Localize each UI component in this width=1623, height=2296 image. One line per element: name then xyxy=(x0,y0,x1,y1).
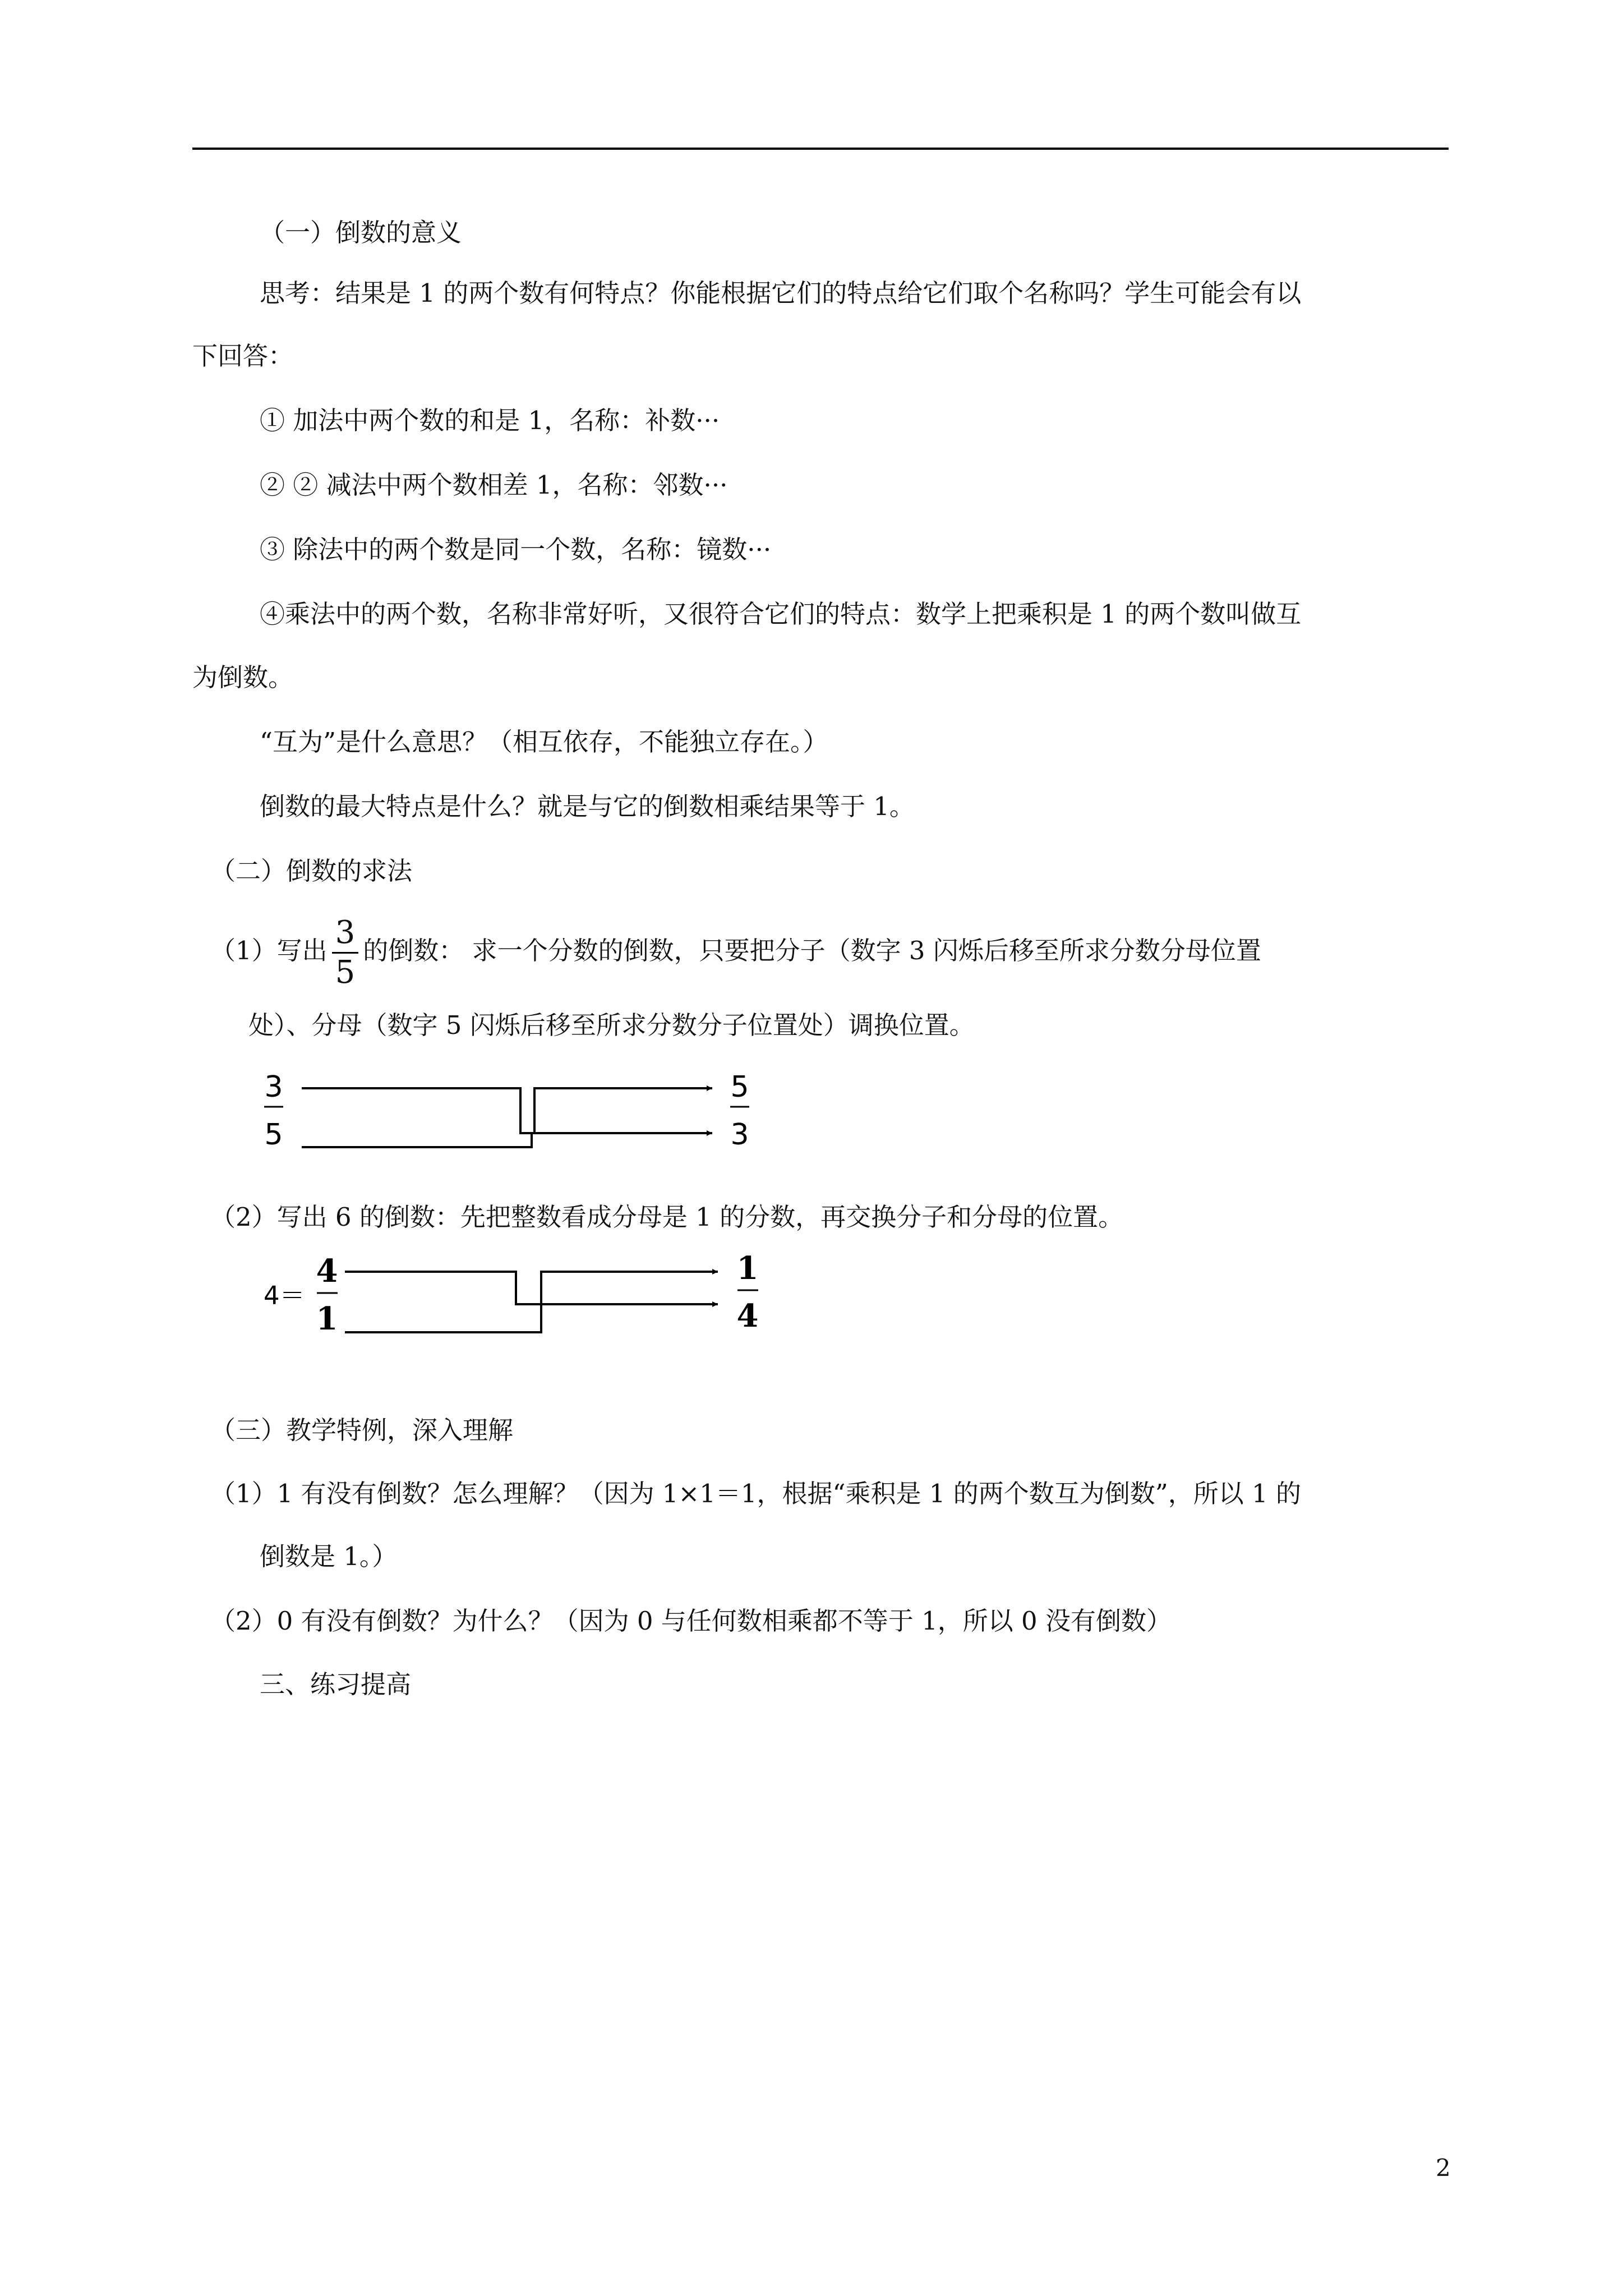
diagram-1-left-numerator: 3 xyxy=(264,1070,283,1104)
diagram-1-right-denominator: 3 xyxy=(730,1118,749,1152)
answer-item-3: ③ 除法中的两个数是同一个数，名称：镜数··· xyxy=(260,535,772,564)
diagram-2-right-numerator: 1 xyxy=(736,1250,759,1287)
section-4-heading: 三、练习提高 xyxy=(260,1669,412,1699)
diagram-1-bottom-path xyxy=(302,1133,712,1147)
diagram-2-left-denominator: 1 xyxy=(316,1300,338,1337)
diagram-1-right-numerator: 5 xyxy=(730,1070,749,1104)
swap-diagram-integer xyxy=(264,1248,780,1349)
example-1-prefix: （1）写出 xyxy=(210,936,328,965)
diagram-2-top-path xyxy=(345,1272,718,1304)
think-paragraph-line-2: 下回答： xyxy=(192,341,294,371)
section-1-heading: （一）倒数的意义 xyxy=(260,218,462,247)
special-case-1-line-1: （1）1 有没有倒数？怎么理解？（因为 1×1＝1，根据“乘积是 1 的两个数互为倒数”，所以 1 的 xyxy=(210,1479,1301,1508)
swap-diagram-fraction xyxy=(248,1063,753,1164)
fraction-numerator: 3 xyxy=(335,914,356,951)
special-case-1-line-2: 倒数是 1。） xyxy=(260,1542,398,1571)
section-2-heading: （二）倒数的求法 xyxy=(210,856,413,886)
example-1-line-2: 处）、分母（数字 5 闪烁后移至所求分数分子位置处）调换位置。 xyxy=(248,1010,975,1040)
example-1-rest: 的倒数： 求一个分数的倒数，只要把分子（数字 3 闪烁后移至所求分数分母位置 xyxy=(363,936,1261,965)
answer-item-1: ① 加法中两个数的和是 1，名称：补数··· xyxy=(260,406,720,435)
diagram-2-right-denominator: 4 xyxy=(736,1297,759,1335)
think-paragraph-line-1: 思考：结果是 1 的两个数有何特点？你能根据它们的特点给它们取个名称吗？学生可能会有以 xyxy=(260,278,1302,308)
header-rule xyxy=(192,148,1449,150)
page-number: 2 xyxy=(1436,2154,1451,2182)
fraction-denominator: 5 xyxy=(335,954,356,991)
huwei-question: “互为”是什么意思？（相互依存，不能独立存在。） xyxy=(260,727,828,757)
special-case-2: （2）0 有没有倒数？为什么？（因为 0 与任何数相乘都不等于 1，所以 0 没有倒数） xyxy=(210,1606,1172,1636)
diagram-2-left-numerator: 4 xyxy=(316,1253,338,1290)
example-2-line: （2）写出 6 的倒数：先把整数看成分母是 1 的分数，再交换分子和分母的位置。 xyxy=(210,1202,1124,1232)
fraction-three-fifths xyxy=(332,914,359,991)
diagram-1-top-path xyxy=(302,1088,712,1133)
reciprocal-feature: 倒数的最大特点是什么？就是与它的倒数相乘结果等于 1。 xyxy=(260,792,915,821)
diagram-2-bottom-path xyxy=(345,1272,718,1332)
answer-item-2: ② ② 减法中两个数相差 1，名称：邻数··· xyxy=(260,470,728,500)
example-1-line-1 xyxy=(210,909,1261,993)
answer-item-4-line-1: ④乘法中的两个数，名称非常好听，又很符合它们的特点：数学上把乘积是 1 的两个数叫做互 xyxy=(260,599,1302,629)
section-3-heading: （三）教学特例，深入理解 xyxy=(210,1415,514,1445)
diagram-1-left-denominator: 5 xyxy=(264,1118,283,1152)
fraction-bar xyxy=(332,952,359,954)
answer-item-4-line-2: 为倒数。 xyxy=(192,662,294,692)
diagram-2-prefix: 4＝ xyxy=(264,1281,305,1310)
